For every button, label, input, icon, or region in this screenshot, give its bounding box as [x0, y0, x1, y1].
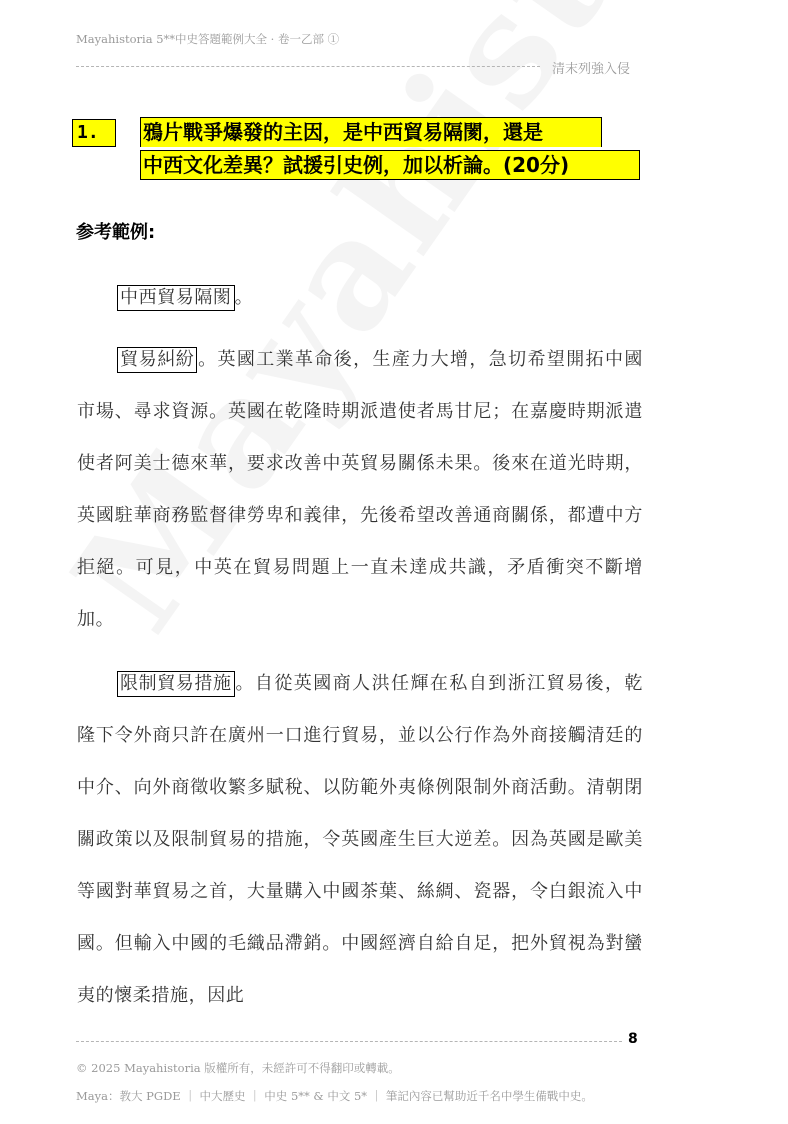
boxed-keyword: 中西貿易隔閡	[117, 285, 235, 311]
paragraph	[77, 658, 643, 1022]
boxed-keyword: 限制貿易措施	[117, 671, 235, 697]
header-title: Mayahistoria 5**中史答題範例大全 · 卷一乙部 ①	[76, 32, 340, 46]
paragraph-heading	[77, 272, 643, 324]
paragraph	[77, 334, 643, 646]
author-credits: Maya：教大 PGDE ｜ 中大歷史 ｜ 中史 5** & 中文 5* ｜ 筆記內容已幫助近千名中學生備戰中史。	[76, 1089, 593, 1103]
header-section: 清末列強入侵	[552, 62, 631, 77]
paragraph-text: 。自從英國商人洪任輝在私自到浙江貿易後，乾隆下令外商只許在廣州一口進行貿易，並以公行作為外商接觸清廷的中介、向外商徵收繁多賦稅、以防範外夷條例限制外商活動。清朝閉關政策以及限制貿易的措施，令英國產生巨大逆差。因為英國是歐美等國對華貿易之首，大量購入中國茶葉、絲綢、瓷器，令白銀流入中國。但輸入中國的毛織品滯銷。中國經濟自給自足，把外貿視為對蠻夷的懷柔措施，因此	[77, 673, 643, 1006]
question-number: 1.	[72, 119, 116, 147]
copyright-notice: © 2025 Mayahistoria 版權所有，未經許可不得翻印或轉載。	[76, 1061, 400, 1075]
header-divider	[76, 66, 540, 67]
boxed-keyword: 貿易糾紛	[117, 347, 197, 373]
paragraph-text: 。英國工業革命後，生產力大增，急切希望開拓中國市場、尋求資源。英國在乾隆時期派遣使者馬甘尼；在嘉慶時期派遣使者阿美士德來華，要求改善中英貿易關係未果。後來在道光時期，英國駐華商務監督律勞卑和義律，先後希望改善通商關係，都遭中方拒絕。可見，中英在貿易問題上一直未達成共識，矛盾衝突不斷增加。	[77, 349, 643, 630]
page-number: 8	[628, 1031, 638, 1047]
question-text-line-1: 鴉片戰爭爆發的主因，是中西貿易隔閡，還是	[140, 117, 602, 147]
reference-label: 参考範例:	[76, 222, 156, 243]
footer-divider	[76, 1041, 622, 1042]
question-text-line-2: 中西文化差異？試援引史例，加以析論。(20分)	[140, 150, 640, 180]
paragraph-text: 。	[234, 287, 254, 308]
